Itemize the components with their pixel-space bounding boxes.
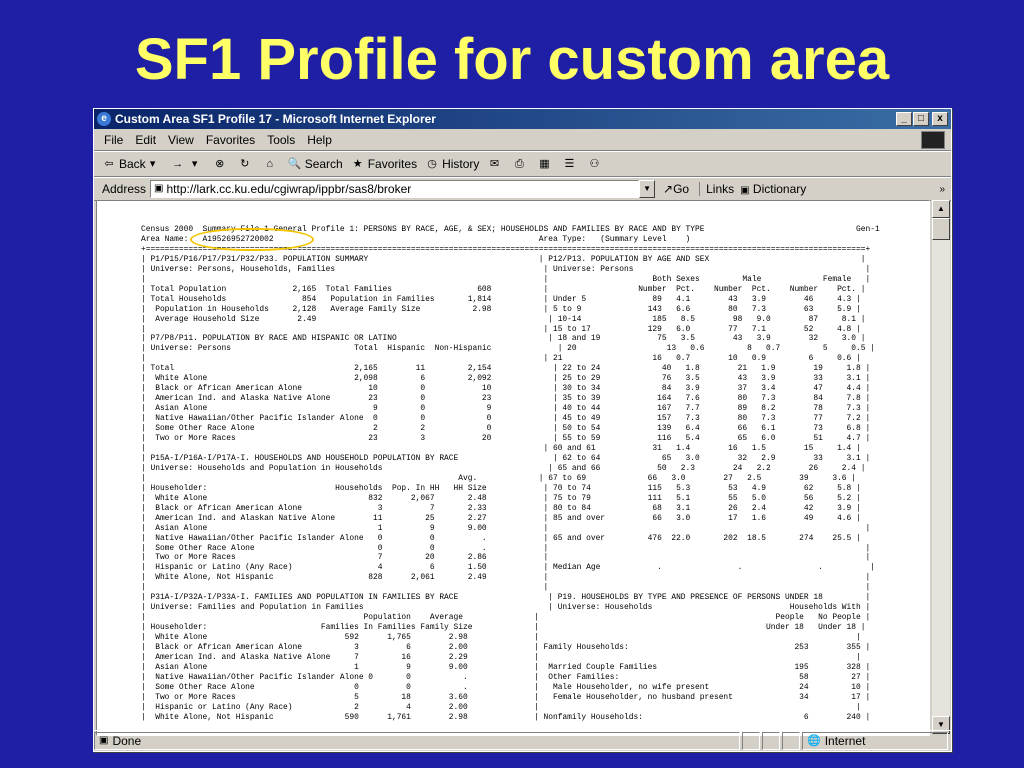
report-line: | Two or More Races 23 3 20 | 55 to 59 116 5.4 65 6.0 51 4.7 | <box>141 434 871 444</box>
favorites-button[interactable] <box>351 157 417 171</box>
report-line: | White Alone 592 1,765 2.98 | | <box>141 633 861 643</box>
report-line: | P1/P15/P16/P17/P31/P32/P33. POPULATION SUMMARY | P12/P13. POPULATION BY AGE AND SEX | <box>141 254 866 264</box>
address-label: Address <box>102 182 147 196</box>
dictionary-label: Dictionary <box>752 182 807 196</box>
print-button[interactable] <box>512 157 529 171</box>
discuss-icon: ☰ <box>564 158 575 170</box>
report-line: | Native Hawaiian/Other Pacific Islander Alone 0 0 . | Other Families: 58 27 | <box>141 672 871 682</box>
report-line: +========================================================================================================================================================+ <box>141 244 871 254</box>
go-button[interactable] <box>663 182 689 196</box>
report-line: | Some Other Race Alone 0 0 . | Male Householder, no wife present 24 10 | <box>141 682 871 692</box>
scroll-down-button[interactable]: ▼ <box>932 716 950 734</box>
messenger-button[interactable] <box>587 157 604 171</box>
back-label: Back <box>119 157 146 171</box>
dropdown-arrow-icon[interactable]: ▾ <box>149 158 156 170</box>
browser-window <box>93 108 952 752</box>
report-line: | Avg. | 67 to 69 66 3.0 27 2.5 39 3.6 | <box>141 473 857 483</box>
report-line: | Asian Alone 1 9 9.00 | Married Couple Families 195 328 | <box>141 662 871 672</box>
status-cell <box>742 732 760 750</box>
menu-file[interactable]: File <box>104 132 124 147</box>
report-line: | P31A-I/P32A-I/P33A-I. FAMILIES AND POPULATION IN FAMILIES BY RACE | P19. HOUSEHOLDS BY TYPE AND PRESENCE OF PERSONS UNDER 18 | <box>141 593 871 603</box>
favorites-label: Favorites <box>367 157 418 171</box>
report-line: | White Alone, Not Hispanic 828 2,061 2.49 | | <box>141 573 871 583</box>
back-arrow-icon: ⇦ <box>104 158 114 170</box>
forward-arrow-icon: → <box>172 158 184 170</box>
report-line: | Hispanic or Latino (Any Race) 4 6 1.50 | Median Age . . . | <box>141 563 875 573</box>
menu-help[interactable]: Help <box>307 132 332 147</box>
status-text: Done <box>112 734 142 748</box>
history-label: History <box>442 157 480 171</box>
vertical-scrollbar[interactable] <box>931 200 950 734</box>
go-label: Go <box>673 182 690 196</box>
report-line: | Householder: Families In Families Family Size | Under 18 Under 18 | <box>141 623 866 633</box>
status-cell <box>782 732 800 750</box>
report-line: | Total 2,165 11 2,154 | 22 to 24 40 1.8 21 1.9 19 1.8 | <box>141 364 871 374</box>
report-line: | American Ind. and Alaska Native Alone 7 16 2.29 | | <box>141 652 861 662</box>
windows-logo-icon <box>921 131 945 149</box>
report-line: | Universe: Persons Total Hispanic Non-Hispanic | 20 13 0.6 8 0.7 5 0.5 | <box>141 344 875 354</box>
report-line: | Some Other Race Alone 2 2 0 | 50 to 54 139 6.4 66 6.1 73 6.8 | <box>141 424 871 434</box>
links-label[interactable]: Links <box>699 182 734 196</box>
report-line: | Two or More Races 5 18 3.60 | Female Householder, no husband present 34 17 | <box>141 692 871 702</box>
home-button[interactable] <box>263 157 280 171</box>
report-line: | White Alone 832 2,067 2.48 | 75 to 79 111 5.1 55 5.0 56 5.2 | <box>141 493 861 503</box>
report-line: | Native Hawaiian/Other Pacific Islander Alone 0 0 . | 65 and over 476 22.0 202 18.5 274 25.5 | <box>141 533 861 543</box>
print-icon: ⎙ <box>515 158 524 170</box>
history-icon: ◷ <box>427 158 437 170</box>
scroll-thumb[interactable] <box>932 218 950 240</box>
report-line: | | 21 16 0.7 10 0.9 6 0.6 | <box>141 354 861 364</box>
edit-button[interactable] <box>537 157 554 171</box>
report-line: | P15A-I/P16A-I/P17A-I. HOUSEHOLDS AND HOUSEHOLD POPULATION BY RACE | 62 to 64 65 3.0 32 2.9 33 3.1 | <box>141 453 871 463</box>
history-button[interactable] <box>425 157 479 171</box>
dropdown-arrow-icon[interactable]: ▾ <box>191 158 198 170</box>
back-button[interactable] <box>102 157 163 171</box>
address-url: http://lark.cc.ku.edu/cgiwrap/ippbr/sas8/broker <box>166 182 412 196</box>
mail-icon: ✉ <box>489 158 500 170</box>
go-arrow-icon: ↗ <box>663 182 674 196</box>
toolbar <box>94 151 951 177</box>
report-line: | Total Population 2,165 Total Families 608 | Number Pct. Number Pct. Number Pct. | <box>141 284 866 294</box>
report-line: | Hispanic or Latino (Any Race) 2 4 2.00 | | <box>141 702 861 712</box>
report-line: | White Alone, Not Hispanic 590 1,761 2.98 | Nonfamily Households: 6 240 | <box>141 712 871 722</box>
report-line: | Total Households 854 Population in Families 1,814 | Under 5 89 4.1 43 3.9 46 4.3 | <box>141 294 861 304</box>
report-line: | Universe: Households and Population in Households | 65 and 66 50 2.3 24 2.2 26 2.4 | <box>141 463 866 473</box>
ie-logo-icon: e <box>97 112 111 126</box>
report-line: | Asian Alone 9 0 9 | 40 to 44 167 7.7 89 8.2 78 7.3 | <box>141 404 871 414</box>
report-line: | Population Average | People No People | <box>141 613 871 623</box>
report-line: Census 2000 Summary File 1 General Profile 1: PERSONS BY RACE, AGE, & SEX; HOUSEHOLDS AND FAMILIES BY RACE AND BY TYPE Gen-1 <box>141 225 880 234</box>
report-line: | American Ind. and Alaskan Native Alone 11 25 2.27 | 85 and over 66 3.0 17 1.6 49 4.6 | <box>141 513 861 523</box>
search-button[interactable] <box>288 157 343 171</box>
zone-label: Internet <box>824 734 866 748</box>
address-bar <box>94 177 951 201</box>
report-line: | Average Household Size 2.49 | 10-14 185 8.5 98 9.0 87 8.1 | <box>141 314 866 324</box>
home-icon: ⌂ <box>266 158 274 170</box>
report-line: | Population in Households 2,128 Average Family Size 2.98 | 5 to 9 143 6.6 80 7.3 63 5.9 | <box>141 304 861 314</box>
report-line: | Native Hawaiian/Other Pacific Islander Alone 0 0 0 | 45 to 49 157 7.3 80 7.3 77 7.2 | <box>141 414 871 424</box>
report-line: | Black or African American Alone 10 0 10 | 30 to 34 84 3.9 37 3.4 47 4.4 | <box>141 384 871 394</box>
report-line: | Universe: Families and Population in Families | Universe: Households Households With | <box>141 603 871 613</box>
report-line: | | Both Sexes Male Female | <box>141 274 871 284</box>
page-icon: ▣ <box>154 183 164 194</box>
report-line: | White Alone 2,098 6 2,092 | 25 to 29 76 3.5 43 3.9 33 3.1 | <box>141 374 871 384</box>
messenger-icon: ⚇ <box>589 158 600 170</box>
stop-icon: ⊗ <box>215 158 225 170</box>
status-bar <box>94 730 951 751</box>
discuss-button[interactable] <box>562 157 579 171</box>
page-icon: ▣ <box>99 735 109 746</box>
folder-star-icon: ★ <box>352 158 363 170</box>
security-zone <box>802 732 948 750</box>
report-line: | Asian Alone 1 9 9.00 | | <box>141 523 871 533</box>
report-line: | | | <box>141 583 871 593</box>
edit-icon: ▦ <box>539 158 550 170</box>
report-line: | Black or African American Alone 3 6 2.00 | Family Households: 253 355 | <box>141 643 871 653</box>
report-line: | Two or More Races 7 20 2.86 | | <box>141 553 871 563</box>
menu-bar <box>94 129 951 151</box>
menu-edit[interactable]: Edit <box>135 132 157 147</box>
search-icon: 🔍 <box>287 158 302 170</box>
report-line: | | 15 to 17 129 6.0 77 7.1 52 4.8 | <box>141 324 861 334</box>
page-icon: ▣ <box>740 185 750 196</box>
report-line: | P7/P8/P11. POPULATION BY RACE AND HISPANIC OR LATINO | 18 and 19 75 3.5 43 3.9 32 3.0 | <box>141 334 866 344</box>
refresh-icon: ↻ <box>240 158 250 170</box>
menu-favorites[interactable]: Favorites <box>205 132 256 147</box>
status-text-area <box>94 732 740 750</box>
window-titlebar[interactable] <box>94 109 951 129</box>
close-button[interactable]: x <box>932 112 948 126</box>
report-line: | Black or African American Alone 3 7 2.33 | 80 to 84 68 3.1 26 2.4 42 3.9 | <box>141 503 861 513</box>
window-title: Custom Area SF1 Profile 17 - Microsoft Internet Explorer <box>115 112 436 126</box>
report-line: Area Name: A19526952720002 Area Type: (Summary Level ) <box>141 234 691 244</box>
refresh-button[interactable] <box>238 157 255 171</box>
forward-button[interactable] <box>171 157 205 171</box>
report-line: | | 60 and 61 31 1.4 16 1.5 15 1.4 | <box>141 443 861 453</box>
chevron-right-icon[interactable]: » <box>939 183 945 195</box>
maximize-button[interactable]: □ <box>913 112 929 126</box>
report-line: | Universe: Persons, Households, Families | Universe: Persons | <box>141 264 871 274</box>
menu-tools[interactable]: Tools <box>267 132 296 147</box>
area-name-highlight <box>190 228 314 251</box>
address-input[interactable] <box>150 180 639 198</box>
census-report <box>141 225 930 723</box>
address-dropdown-button[interactable]: ▼ <box>639 180 655 198</box>
page-content <box>96 200 930 736</box>
status-cell <box>762 732 780 750</box>
minimize-button[interactable]: _ <box>896 112 912 126</box>
globe-icon: 🌐 <box>807 735 821 747</box>
stop-button[interactable] <box>213 157 230 171</box>
report-line: | Some Other Race Alone 0 0 . | | <box>141 543 871 553</box>
mail-button[interactable] <box>487 157 504 171</box>
search-label: Search <box>304 157 343 171</box>
slide-title: SF1 Profile for custom area <box>134 27 890 92</box>
dictionary-link[interactable] <box>740 182 806 196</box>
scroll-up-button[interactable]: ▲ <box>932 200 950 218</box>
report-line: | Householder: Households Pop. In HH HH Size | 70 to 74 115 5.3 53 4.9 62 5.8 | <box>141 483 861 493</box>
report-line: | American Ind. and Alaska Native Alone 23 0 23 | 35 to 39 164 7.6 80 7.3 84 7.8 | <box>141 394 871 404</box>
menu-view[interactable]: View <box>168 132 194 147</box>
